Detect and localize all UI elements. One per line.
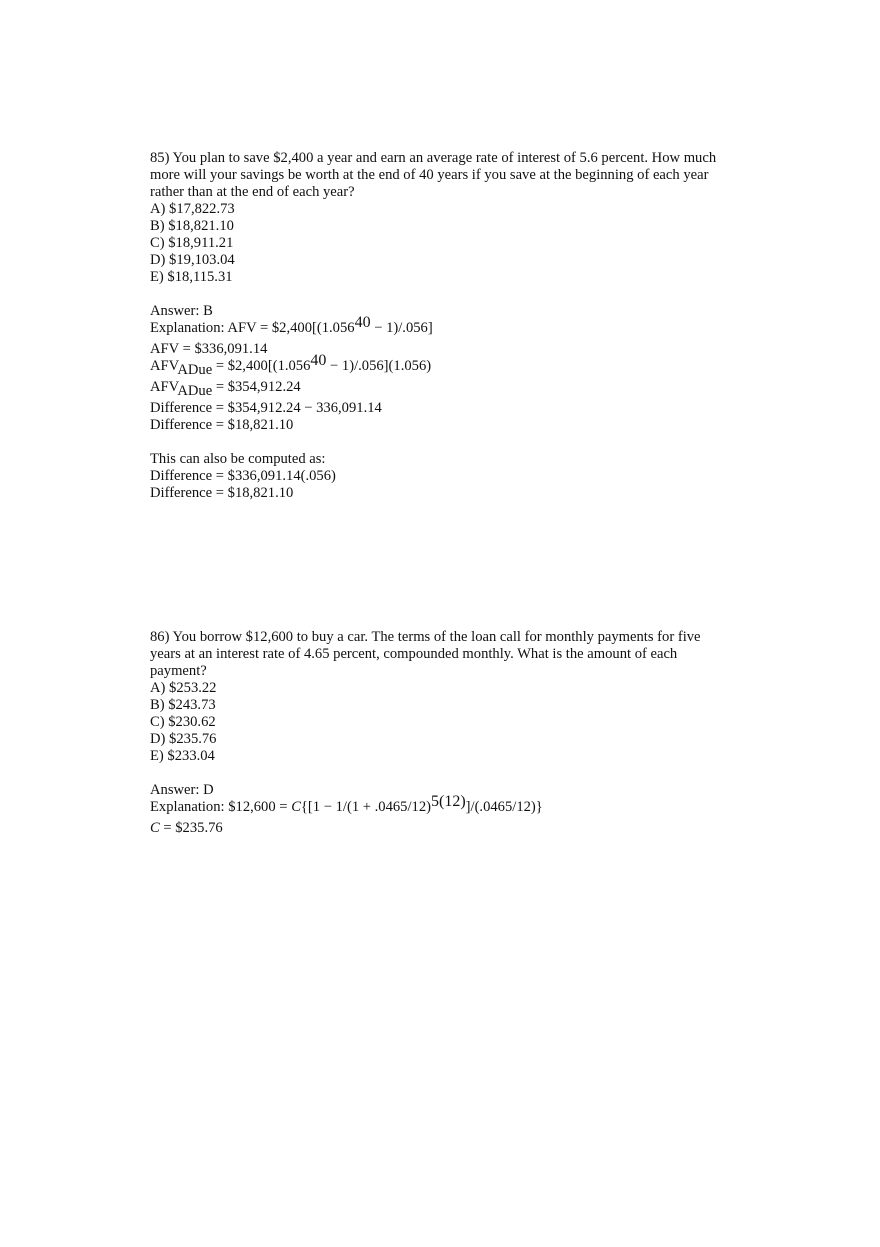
formula-text: Explanation: AFV = $2,400[(1.056 (150, 320, 355, 336)
formula-text: = $235.76 (159, 820, 223, 836)
exponent: 40 (310, 352, 327, 369)
explanation-85-line-3 (150, 352, 750, 379)
choice-b: B) $18,821.10 (150, 218, 234, 234)
subscript: ADue (177, 362, 213, 378)
choice-c: C) $230.62 (150, 714, 216, 730)
exponent: 40 (354, 314, 371, 331)
variable: C (150, 820, 160, 836)
choice-a: A) $253.22 (150, 680, 217, 696)
alternative-85-line-2: Difference = $336,091.14(.056) (150, 468, 336, 484)
exponent: 5(12) (431, 793, 466, 810)
question-85 (150, 150, 750, 502)
formula-text: − 1)/.056] (370, 320, 433, 336)
choice-c: C) $18,911.21 (150, 235, 234, 251)
explanation-86-line-1 (150, 793, 750, 820)
choice-b: B) $243.73 (150, 697, 216, 713)
formula-text: = $2,400[(1.056 (212, 358, 311, 374)
choice-e: E) $18,115.31 (150, 269, 233, 285)
explanation-85-line-6: Difference = $18,821.10 (150, 417, 294, 433)
question-86-line-1: 86) You borrow $12,600 to buy a car. The terms of the loan call for monthly payments for five (150, 629, 701, 645)
formula-text: AFV (150, 358, 178, 374)
formula-text: AFV (150, 379, 178, 395)
question-86-line-3: payment? (150, 663, 207, 679)
choice-d: D) $235.76 (150, 731, 217, 747)
formula-text: = $354,912.24 (212, 379, 301, 395)
question-85-line-1: 85) You plan to save $2,400 a year and earn an average rate of interest of 5.6 percent. How much (150, 150, 717, 166)
choice-e: E) $233.04 (150, 748, 215, 764)
formula-text: {[1 − 1/(1 + .0465/12) (300, 799, 431, 815)
formula-text: Explanation: $12,600 = (150, 799, 292, 815)
answer-86: Answer: D (150, 782, 214, 798)
question-86 (150, 629, 750, 837)
answer-85: Answer: B (150, 303, 213, 319)
formula-text: − 1)/.056](1.056) (326, 358, 432, 374)
subscript: ADue (177, 383, 213, 399)
choice-d: D) $19,103.04 (150, 252, 235, 268)
explanation-85-line-5: Difference = $354,912.24 − 336,091.14 (150, 400, 382, 416)
explanation-86-line-2 (150, 820, 750, 837)
question-85-line-3: rather than at the end of each year? (150, 184, 355, 200)
alternative-85-line-3: Difference = $18,821.10 (150, 485, 294, 501)
question-85-line-2: more will your savings be worth at the end of 40 years if you save at the beginning of each year (150, 167, 709, 183)
explanation-85-line-1 (150, 314, 750, 341)
alternative-85-line-1: This can also be computed as: (150, 451, 326, 467)
question-86-line-2: years at an interest rate of 4.65 percent, compounded monthly. What is the amount of each (150, 646, 678, 662)
formula-text: ]/(.0465/12)} (465, 799, 543, 815)
explanation-85-line-2: AFV = $336,091.14 (150, 341, 268, 357)
choice-a: A) $17,822.73 (150, 201, 235, 217)
explanation-85-line-4 (150, 379, 750, 400)
variable: C (291, 799, 301, 815)
